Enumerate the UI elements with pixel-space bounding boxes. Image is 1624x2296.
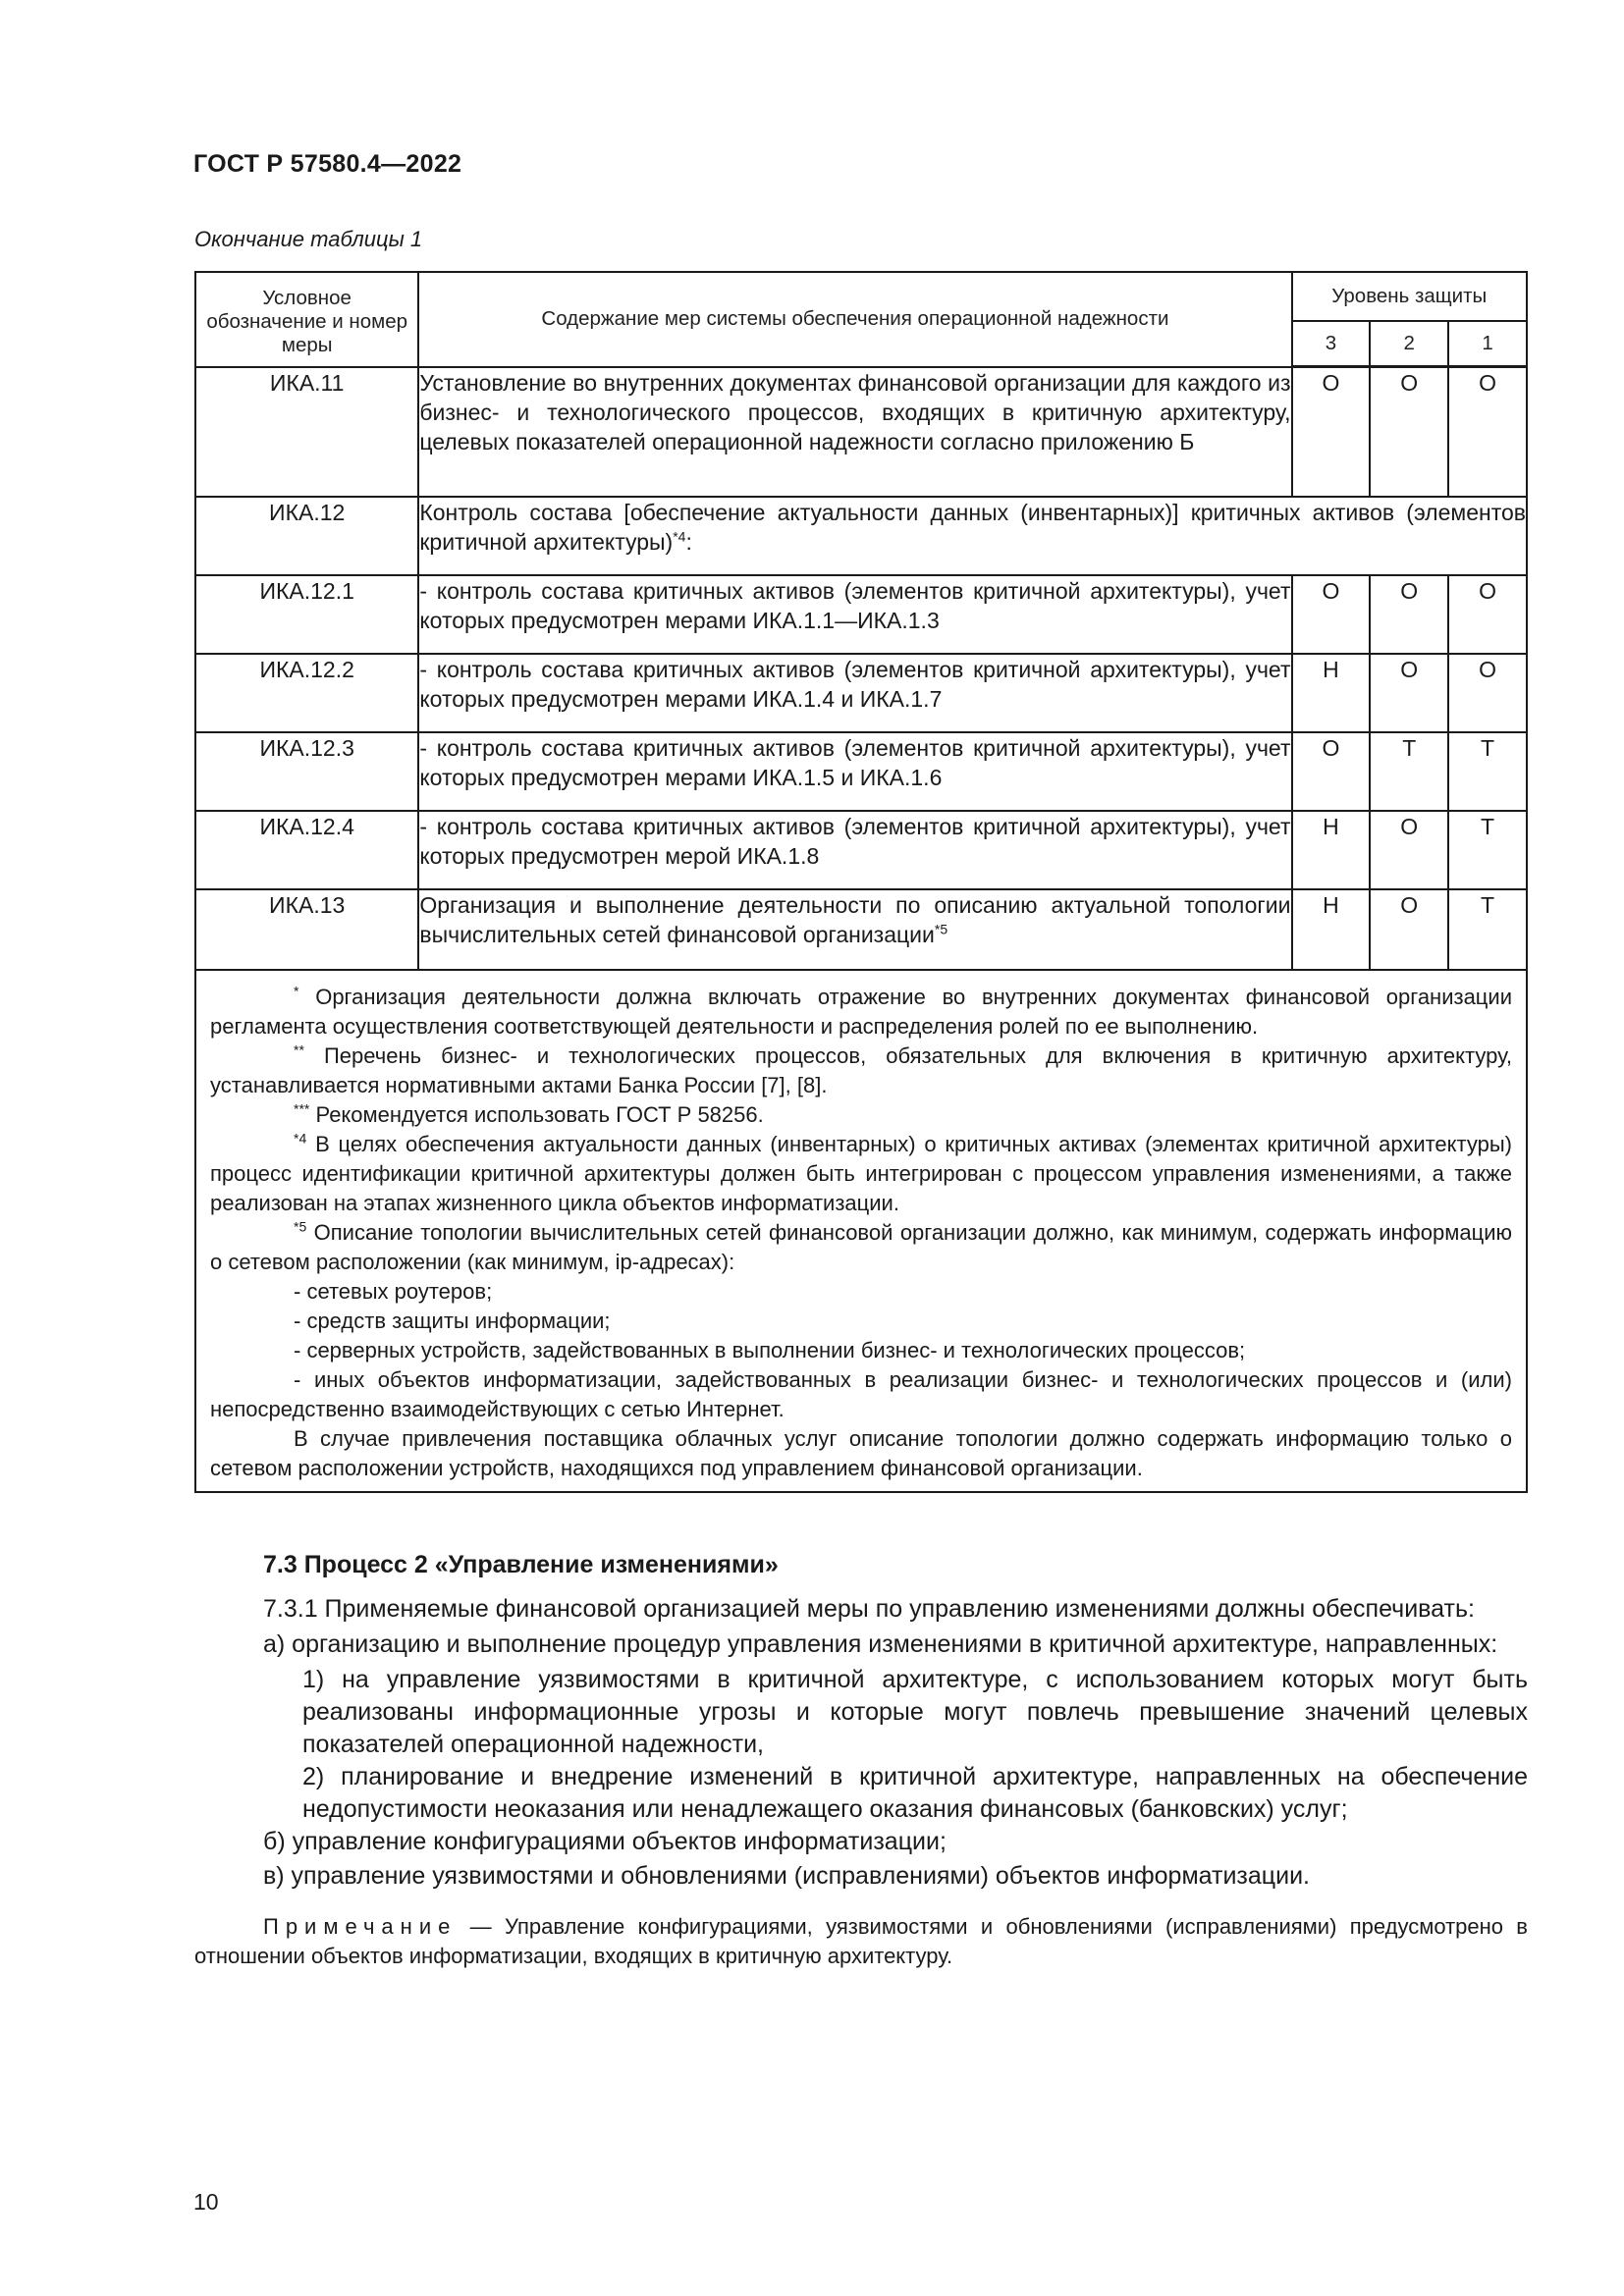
section-body bbox=[194, 1593, 1528, 1971]
measure-code: ИКА.12.3 bbox=[195, 732, 418, 811]
footnote: * Организация деятельности должна включать отражение во внутренних документах финансовой организации регламента осуществления соответствующей деятельности и распределения ролей по ее выполнению. bbox=[210, 983, 1512, 1039]
footnote: $^{*4}$ В целях обеспечения актуальности данных (инвентарных) о критичных активах (элементах критичной архитектуры) процесс идентификации критичной архитектуры должен быть интегрирован с процессом управления изменениями, а также реализован на этапах жизненного цикла объектов информатизации. bbox=[210, 1130, 1512, 1215]
footnote: В случае привлечения поставщика облачных услуг описание топологии должно содержать информацию только о сетевом расположении устройств, находящихся под управлением финансовой организации. bbox=[210, 1425, 1512, 1480]
note: Примечание — Управление конфигурациями, уязвимостями и обновлениями (исправлениями) предусмотрено в отношении объектов информатизации, входящих в критичную архитектуру. bbox=[194, 1914, 1528, 1968]
document-code: ГОСТ Р 57580.4—2022 bbox=[193, 150, 462, 178]
header-level-2: 2 bbox=[1370, 321, 1448, 367]
level-mark: Н bbox=[1292, 889, 1371, 970]
measure-code: ИКА.12.4 bbox=[195, 811, 418, 889]
table-footnotes bbox=[195, 970, 1527, 1492]
level-mark: О bbox=[1448, 367, 1527, 497]
footnote-ref: *4 bbox=[673, 527, 686, 544]
table-row bbox=[195, 811, 1527, 889]
level-mark: О bbox=[1292, 732, 1371, 811]
table-row bbox=[195, 732, 1527, 811]
table-caption: Окончание таблицы 1 bbox=[194, 227, 423, 251]
footnote: ** Перечень бизнес- и технологических процессов, обязательных для включения в критичную архитектуру, устанавливается нормативными актами Банка России [7], [8]. bbox=[210, 1041, 1512, 1097]
level-mark: О bbox=[1370, 889, 1448, 970]
list-item-a: а) организацию и выполнение процедур управления изменениями в критичной архитектуре, направленных: bbox=[263, 1630, 1498, 1658]
footnote: *** Рекомендуется использовать ГОСТ Р 58256. bbox=[294, 1100, 764, 1127]
footnote: $^{*5}$ Описание топологии вычислительных сетей финансовой организации должно, как минимум, содержать информацию о сетевом расположении (как минимум, ip-адресах): bbox=[210, 1218, 1512, 1274]
header-level-1: 1 bbox=[1448, 321, 1527, 367]
measure-text: Установление во внутренних документах финансовой организации для каждого из бизнес- и технологического процессов, входящих в критичную архитектуру, целевых показателей операционной надежности согласно приложению Б bbox=[418, 367, 1291, 497]
footnote-list-item: - иных объектов информатизации, задействованных в реализации бизнес- и технологических процессов и (или) непосредственно взаимодействующих с сетью Интернет. bbox=[210, 1366, 1512, 1421]
header-content: Содержание мер системы обеспечения операционной надежности bbox=[418, 272, 1291, 367]
level-mark: Н bbox=[1292, 811, 1371, 889]
footnote-ref: *5 bbox=[934, 920, 948, 936]
level-mark: О bbox=[1448, 575, 1527, 654]
measure-code: ИКА.12.1 bbox=[195, 575, 418, 654]
level-mark: О bbox=[1370, 654, 1448, 732]
table-row bbox=[195, 575, 1527, 654]
paragraph: 7.3.1 Применяемые финансовой организацией меры по управлению изменениями должны обеспечивать: bbox=[263, 1595, 1475, 1623]
level-mark: Т bbox=[1448, 811, 1527, 889]
list-item-a2: 2) планирование и внедрение изменений в критичной архитектуре, направленных на обеспечение недопустимости неоказания или ненадлежащего оказания финансовых (банковских) услуг; bbox=[302, 1763, 1528, 1823]
measure-text: - контроль состава критичных активов (элементов критичной архитектуры), учет которых предусмотрен мерами ИКА.1.4 и ИКА.1.7 bbox=[418, 654, 1291, 732]
level-mark: О bbox=[1292, 575, 1371, 654]
level-mark: О bbox=[1370, 811, 1448, 889]
table-row bbox=[195, 367, 1527, 497]
table-row bbox=[195, 654, 1527, 732]
level-mark: О bbox=[1370, 575, 1448, 654]
measure-text: Организация и выполнение деятельности по описанию актуальной топологии вычислительных сетей финансовой организации$^{*5}$ bbox=[418, 889, 1291, 970]
list-item-v: в) управление уязвимостями и обновлениями (исправлениями) объектов информатизации. bbox=[263, 1862, 1310, 1890]
page-number: 10 bbox=[193, 2189, 219, 2215]
measures-table bbox=[194, 271, 1528, 1493]
level-mark: О bbox=[1292, 367, 1371, 497]
table-row bbox=[195, 497, 1527, 575]
measure-code: ИКА.12 bbox=[195, 497, 418, 575]
measure-text: - контроль состава критичных активов (элементов критичной архитектуры), учет которых предусмотрен мерой ИКА.1.8 bbox=[418, 811, 1291, 889]
measure-code: ИКА.12.2 bbox=[195, 654, 418, 732]
section-title: 7.3 Процесс 2 «Управление изменениями» bbox=[263, 1551, 779, 1578]
header-level-3: 3 bbox=[1292, 321, 1371, 367]
measure-text: - контроль состава критичных активов (элементов критичной архитектуры), учет которых предусмотрен мерами ИКА.1.5 и ИКА.1.6 bbox=[418, 732, 1291, 811]
level-mark: Н bbox=[1292, 654, 1371, 732]
level-mark: Т bbox=[1448, 889, 1527, 970]
level-mark: О bbox=[1370, 367, 1448, 497]
footnote-list-item: - средств защиты информации; bbox=[294, 1308, 611, 1333]
measure-code: ИКА.13 bbox=[195, 889, 418, 970]
list-item-b: б) управление конфигурациями объектов информатизации; bbox=[263, 1828, 947, 1855]
header-protection-level: Уровень защиты bbox=[1292, 272, 1528, 321]
footnote-list-item: - серверных устройств, задействованных в выполнении бизнес- и технологических процессов; bbox=[294, 1337, 1246, 1362]
header-code: Условное обозначение и номер меры bbox=[195, 272, 418, 367]
measure-text: - контроль состава критичных активов (элементов критичной архитектуры), учет которых предусмотрен мерами ИКА.1.1—ИКА.1.3 bbox=[418, 575, 1291, 654]
note-label: Примечание bbox=[263, 1914, 458, 1939]
table-row bbox=[195, 889, 1527, 970]
measure-code: ИКА.11 bbox=[195, 367, 418, 497]
footnote-list-item: - сетевых роутеров; bbox=[294, 1278, 493, 1304]
level-mark: Т bbox=[1448, 732, 1527, 811]
level-mark: О bbox=[1448, 654, 1527, 732]
level-mark: Т bbox=[1370, 732, 1448, 811]
measure-text: Контроль состава [обеспечение актуальности данных (инвентарных)] критичных активов (элементов критичной архитектуры)$^{*4}$: bbox=[418, 497, 1527, 575]
list-item-a1: 1) на управление уязвимостями в критичной архитектуре, с использованием которых могут быть реализованы информационные угрозы и которые могут повлечь превышение значений целевых показателей операционной надежности, bbox=[302, 1666, 1528, 1758]
